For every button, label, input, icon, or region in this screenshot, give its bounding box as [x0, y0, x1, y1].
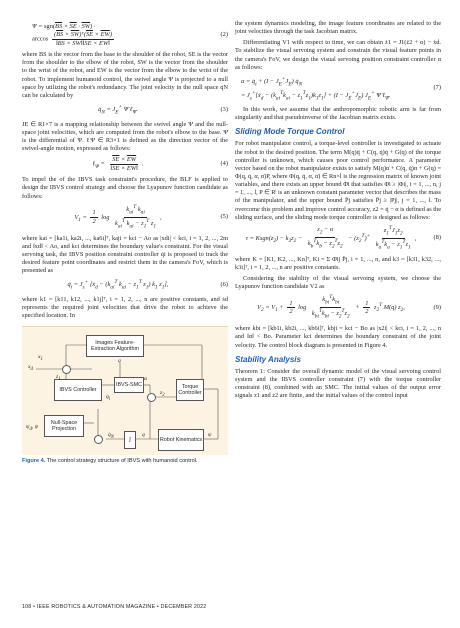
figure-block-diagram: Images Feature-Extraction Algorithm IBVS Controller IBVS-SMC Torque Controller Null-Space Projection ∫ Robot Kinematics $x_1$ $x_d$ $z_1$ q $q̇_i$ $z_2$ α $\psi_d$, ψ $q̇_N$ q ψ [22, 326, 228, 455]
paragraph: where k1 = [k11, k12, ..., k1j]ᵀ, i = 1, 2, ..., n are positive constants, and ṡd represents the required joint velocities that drive the robot to achieve the specified location. In [22, 295, 228, 320]
section-heading: Stability Analysis [235, 354, 301, 364]
eq2-number: (2) [220, 31, 228, 38]
paragraph: where BS is the vector from the base to the shoulder of the robot, SE is the vector from the shoulder to the elbow of the robot, SW is the vector from the shoulder to the wrist of the robot, and EW is the vector from the elbow to the wrist of the robot. To implement humanoid control, the swivel angle Ψ is projected to a null space by utilizing the robot's redundancy. The joint velocity in the null space q̇N can be calculated by [22, 51, 228, 99]
equation-ibvs-controller: $q̇_i = J_s^+$ [ẋ$_d$ − ($k_{ai}^T$ $k_{ai} - z_1^T$ $z_1$) $k_1$ $z_1$], (6) [67, 279, 228, 291]
paragraph: where kbi = [kb1i, kb2i, ..., kb6i]ᵀ, kbji = kci − Bo as |x2i| < kci, i = 1, 2, ..., n and ‖α‖ < Bo. Parameter kci determines the boundary constraint of the joint velocity. The control block diagram is presented in Figure 4. [235, 325, 441, 349]
ibvs-smc-block: IBVS-SMC [114, 377, 144, 393]
eq8-number: (8) [433, 234, 441, 242]
integrator-block: ∫ [124, 431, 136, 449]
eq7-number: (7) [433, 84, 441, 92]
equation-lyapunov-v2: $V_2 = V_1$ + $\frac{1}{2}$ log $\frac{k_{bi}^Tk_{bi}}{k_{bi}^Tk_{bi} - z_2^Tz_2}$ + $\frac{1}{2}$ $z_2^T$ M(q) $z_2$, (9) [257, 294, 441, 320]
equation-torque: $\tau = Ksgn(z_2) - k_3z_2$ − $\frac{z_2 - \alpha}{k_b^Tk_b - z_2^Tz_2}$ − $(z_2^T)^+$ $\frac{z_1^TJ_1z_2}{k_a^Tk_a - z_1^Tz_1}$ , (8) [245, 224, 441, 251]
section-heading: Sliding Mode Torque Control [235, 127, 345, 137]
page-footer: 108 • IEEE ROBOTICS & AUTOMATION MAGAZINE • DECEMBER 2022 [22, 604, 207, 610]
paragraph: For robot manipulator control, a torque-level controller is investigated to actuate the robot to the desired position. The term M(q)q̈ + C(q, q̇)q̇ + G(q) of the torque controller is unknown, which causes poor control performance. A parameter vector based on the robot manipulator exists to satisfy M(q)α̇ + C(q, q̇)α + G(q) = Φ(q, q̇, α, α̇)P, where Φ(q, q̇, α, α̇) ∈ Rn×l is the regression matrix of known joint variables, and there exists an upper bound Φ̄i that satisfies Φ̄i ≥ |Φi|, i = 1, ..., n, j = 1, ..., l, P ∈ Rˡ is an unknown constant parameter vector that describes the mass of the manipulator, and the upper bound P̄j satisfies P̄j ≥ |Pj|, j = 1, ..., l. To overcome this problem and improve control accuracy, z2 = q̇ − α is defined as the sliding surface, and the sliding mode torque controller is designed as follows: [235, 140, 441, 221]
paragraph: JE ∈ R1×7 is a mapping relationship between the swivel angle Ψ and the null-space joint velocities, which are computed from the robot's elbow to the base. Ψ̇ is the differential of Ψ. ℓΨ ∈ R3×1 is defined as the direction vector of the swivel-angle motion, expressed as follows: [22, 120, 228, 153]
equation-lyapunov-v1: $V_1$ = $\frac{1}{2}$ log $\frac{k_{ai}^T k_{ai}}{k_{ai}^T k_{ai} - z_1^T z_1}$ , (5) [74, 203, 228, 230]
eq5-number: (5) [220, 213, 228, 221]
equation-direction: ℓ$_\Psi$ = $\frac{\overline{SE} \times \overline{EW}}{‖\overline{SE} \times \overline{EW}‖}$ . (4) [92, 156, 228, 172]
paragraph: To impel the of the IBVS task constraint's procedure, the BLF is applied to design the IBVS control strategy and choose the Lyapunov function candidate as follows: [22, 176, 228, 200]
caption-label: Figure 4. [22, 458, 46, 465]
ibvs-controller-block: IBVS Controller [54, 379, 102, 401]
torque-controller-block: Torque Controller [176, 379, 204, 401]
figure-caption [22, 458, 228, 465]
equation-psi: $\Psi = sgn(\overline{BS} \times \overline{SE} \cdot \overline{SW})$ · arccos $\frac{(\overline{BS} \times \overline{SW})ᵀ(\overline{SE} \times \overline{EW})}{‖\overline{BS} \times \overline{SW}‖‖\overline{SE} \times \overline{EW}‖}$ (2) [32, 23, 228, 47]
null-space-block: Null-Space Projection [44, 415, 84, 437]
left-column [22, 20, 228, 465]
paragraph: Considering the stability of the visual servoing system, we choose the Lyapunov function candidate V2 as [235, 275, 441, 291]
robot-kinematics-block: Robot Kinematics [158, 429, 204, 451]
caption-text: The control strategy structure of IBVS with humanoid control. [46, 458, 198, 465]
eq3-number: (3) [220, 105, 228, 113]
right-column [235, 20, 441, 403]
paragraph: where K = [K1, K2, ..., Kn]ᵀ, Ki = Σ Φ̄ij P̄j, i = 1, ..., n, and k3 = [k31, k32, ..., k3i]ᵀ, i = 1, 2, ..., n are positive constants. [235, 255, 441, 271]
paragraph: Theorem 1: Consider the overall dynamic model of the visual servoing control system and the IBVS controller constraint (7) with the torque controller constraint (8), combined with an SMC. The initial values of the output error signals z1 and z2 are finite, and the initial values of the control input [235, 367, 441, 400]
paragraph: Differentiating V1 with respect to time, we can obtain ż1 = J1(ż2 + α) − ẋd. To stabilize the visual servoing system and constrain the visual feature points in the camera's FoV, we design the visual servoing position constraint controller α as follows: [235, 39, 441, 71]
eq9-number: (9) [433, 303, 441, 311]
paragraph: In this work, we assume that the anthropomorphic robotic arm is far from singularity and that pseudoinverse of the Jacobian matrix exists. [235, 106, 441, 122]
paragraph: the system dynamics modeling, the image feature coordinates are related to the joint velocities through the task Jacobian matrix. [235, 20, 441, 36]
eq6-number: (6) [220, 281, 228, 289]
equation-null-space: $q̇_N = J_E^+$ Ψ̇ ℓ$_\Psi$. (3) [98, 104, 228, 116]
paragraph: where kai = [ka1i, ka2i, ..., ka6i]ᵀ, kaji = kci − Ao as |xdi| < kci, i = 1, 2, ..., 2m and ‖xd‖ < Ao, and kci determines the boundary value's constraint. For the visual servoing task, the IBVS position constraint controller q̇i is proposed to track the desired feature point coordinates and restrict them in the camera's FoV, which is presented as [22, 234, 228, 275]
images-feature-block: Images Feature-Extraction Algorithm [86, 335, 144, 357]
equation-alpha: $\alpha = q̇_i + (I - J_E^+J_E)$ $q̇_N$ = $J_s^+[ẋ_d - (k_{ai}^Tk_{ai} - z_1^Tz_1)k_1z_1] + (I - J_E^+J_E)$ $J_E^+$ Ψ̇ ℓ$_\Psi$. (7) [241, 75, 441, 101]
eq4-number: (4) [220, 160, 228, 168]
